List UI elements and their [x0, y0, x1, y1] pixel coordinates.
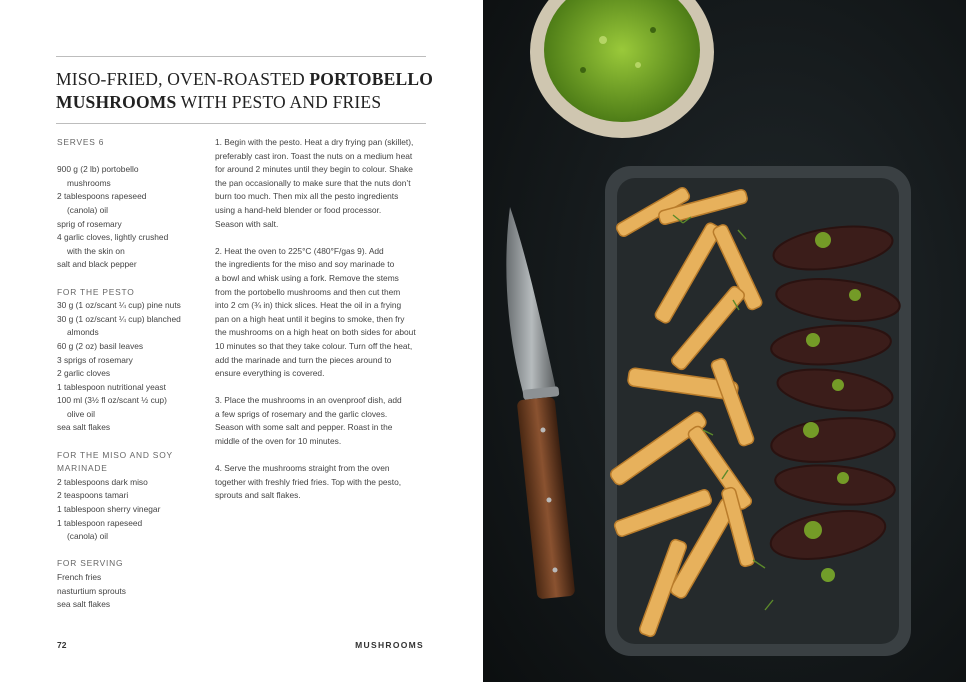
method-line: preferably cast iron. Toast the nuts on a medium heat	[215, 150, 413, 161]
pesto-ingredient: 3 sprigs of rosemary	[57, 354, 133, 365]
method-line: a few sprigs of rosemary and the garlic cloves.	[215, 408, 388, 419]
title-bold-1: PORTOBELLO	[309, 69, 434, 89]
pesto-ingredient: 1 tablespoon nutritional yeast	[57, 381, 166, 392]
title-plain: MISO-FRIED, OVEN-ROASTED	[56, 69, 310, 89]
method-line: middle of the oven for 10 minutes.	[215, 436, 342, 447]
main-ingredient: with the skin on	[67, 245, 125, 256]
pesto-ingredient: 30 g (1 oz/scant ¼ cup) blanched	[57, 313, 181, 324]
pesto-ingredient: 2 garlic cloves	[57, 368, 111, 379]
miso-heading-line2: MARINADE	[57, 463, 108, 474]
title-bold-2: MUSHROOMS	[56, 92, 177, 112]
main-ingredient: salt and black pepper	[57, 259, 137, 270]
pesto-ingredient: olive oil	[67, 408, 95, 419]
title-tail: WITH PESTO AND FRIES	[176, 92, 382, 112]
miso-ingredient: 1 tablespoon rapeseed	[57, 517, 143, 528]
method-line: using a hand-held blender or food processor.	[215, 204, 382, 215]
pesto-ingredient: 100 ml (3½ fl oz/scant ½ cup)	[57, 395, 167, 406]
main-ingredient: 2 tablespoons rapeseed	[57, 191, 147, 202]
ingredients-column	[57, 136, 207, 612]
miso-ingredient: 2 tablespoons dark miso	[57, 476, 148, 487]
method-line: burn too much. Then mix all the pesto ingredients	[215, 191, 399, 202]
main-ingredient: sprig of rosemary	[57, 218, 122, 229]
miso-ingredient: 1 tablespoon sherry vinegar	[57, 504, 161, 515]
pesto-ingredient: 60 g (2 oz) basil leaves	[57, 340, 144, 351]
method-line: the pan occasionally to make sure that the nuts don’t	[215, 177, 411, 188]
method-column	[215, 136, 430, 517]
method-step-3	[215, 394, 430, 448]
method-line: pan on a high heat until it begins to smoke, then fry	[215, 313, 405, 324]
title-rule	[56, 123, 426, 124]
recipe-title	[56, 68, 436, 114]
main-ingredient: 900 g (2 lb) portobello	[57, 164, 139, 175]
serving-ingredient: sea salt flakes	[57, 599, 111, 610]
serves-label: SERVES 6	[57, 137, 105, 147]
method-line: 4. Serve the mushrooms straight from the oven	[215, 463, 390, 474]
pesto-ingredient: 30 g (1 oz/scant ¼ cup) pine nuts	[57, 300, 181, 311]
pesto-ingredient: sea salt flakes	[57, 422, 111, 433]
ingredient-list-main	[57, 163, 207, 272]
method-line: the ingredients for the miso and soy marinade to	[215, 259, 395, 270]
method-line: the mushrooms on a high heat on both sides for about	[215, 327, 416, 338]
dish-photo	[483, 0, 966, 682]
main-ingredient: (canola) oil	[67, 204, 108, 215]
serving-ingredient: French fries	[57, 572, 102, 582]
method-line: 3. Place the mushrooms in an ovenproof dish, add	[215, 395, 402, 406]
main-ingredient: 4 garlic cloves, lightly crushed	[57, 232, 169, 243]
top-rule	[56, 56, 426, 57]
method-line: together with freshly fried fries. Top with the pesto,	[215, 476, 402, 487]
method-line: a bowl and whisk using a fork. Remove the stems	[215, 272, 399, 283]
main-ingredient: mushrooms	[67, 177, 111, 188]
page-number: 72	[57, 640, 67, 650]
pesto-ingredient: almonds	[67, 327, 99, 338]
section-name: MUSHROOMS	[355, 640, 424, 650]
serving-ingredient: nasturtium sprouts	[57, 585, 126, 596]
method-line: 1. Begin with the pesto. Heat a dry frying pan (skillet),	[215, 137, 414, 147]
ingredient-list-serving	[57, 571, 207, 612]
serving-heading: FOR SERVING	[57, 558, 124, 569]
method-line: into 2 cm (¾ in) thick slices. Heat the oil in a frying	[215, 300, 402, 311]
method-step-1	[215, 136, 430, 231]
method-line: Season with salt.	[215, 218, 279, 229]
miso-ingredient: 2 teaspoons tamari	[57, 490, 129, 501]
miso-ingredient: (canola) oil	[67, 531, 108, 542]
method-line: from the portobello mushrooms and then cut them	[215, 286, 401, 297]
method-line: ensure everything is covered.	[215, 368, 325, 379]
method-step-4	[215, 462, 430, 503]
ingredient-list-pesto	[57, 299, 207, 435]
method-line: sprouts and salt flakes.	[215, 490, 301, 501]
pesto-heading: FOR THE PESTO	[57, 286, 135, 297]
photo-page	[483, 0, 966, 682]
method-line: 10 minutes so that they take colour. Turn off the heat,	[215, 340, 413, 351]
miso-heading-line1: FOR THE MISO AND SOY	[57, 449, 173, 460]
method-line: Season with some salt and pepper. Roast in the	[215, 422, 393, 433]
method-line: 2. Heat the oven to 225°C (480°F/gas 9). Add	[215, 245, 384, 256]
method-step-2	[215, 245, 430, 381]
method-line: for around 2 minutes until they begin to colour. Shake	[215, 164, 413, 175]
ingredient-list-miso	[57, 476, 207, 544]
method-line: add the marinade and turn the pieces around to	[215, 354, 392, 365]
